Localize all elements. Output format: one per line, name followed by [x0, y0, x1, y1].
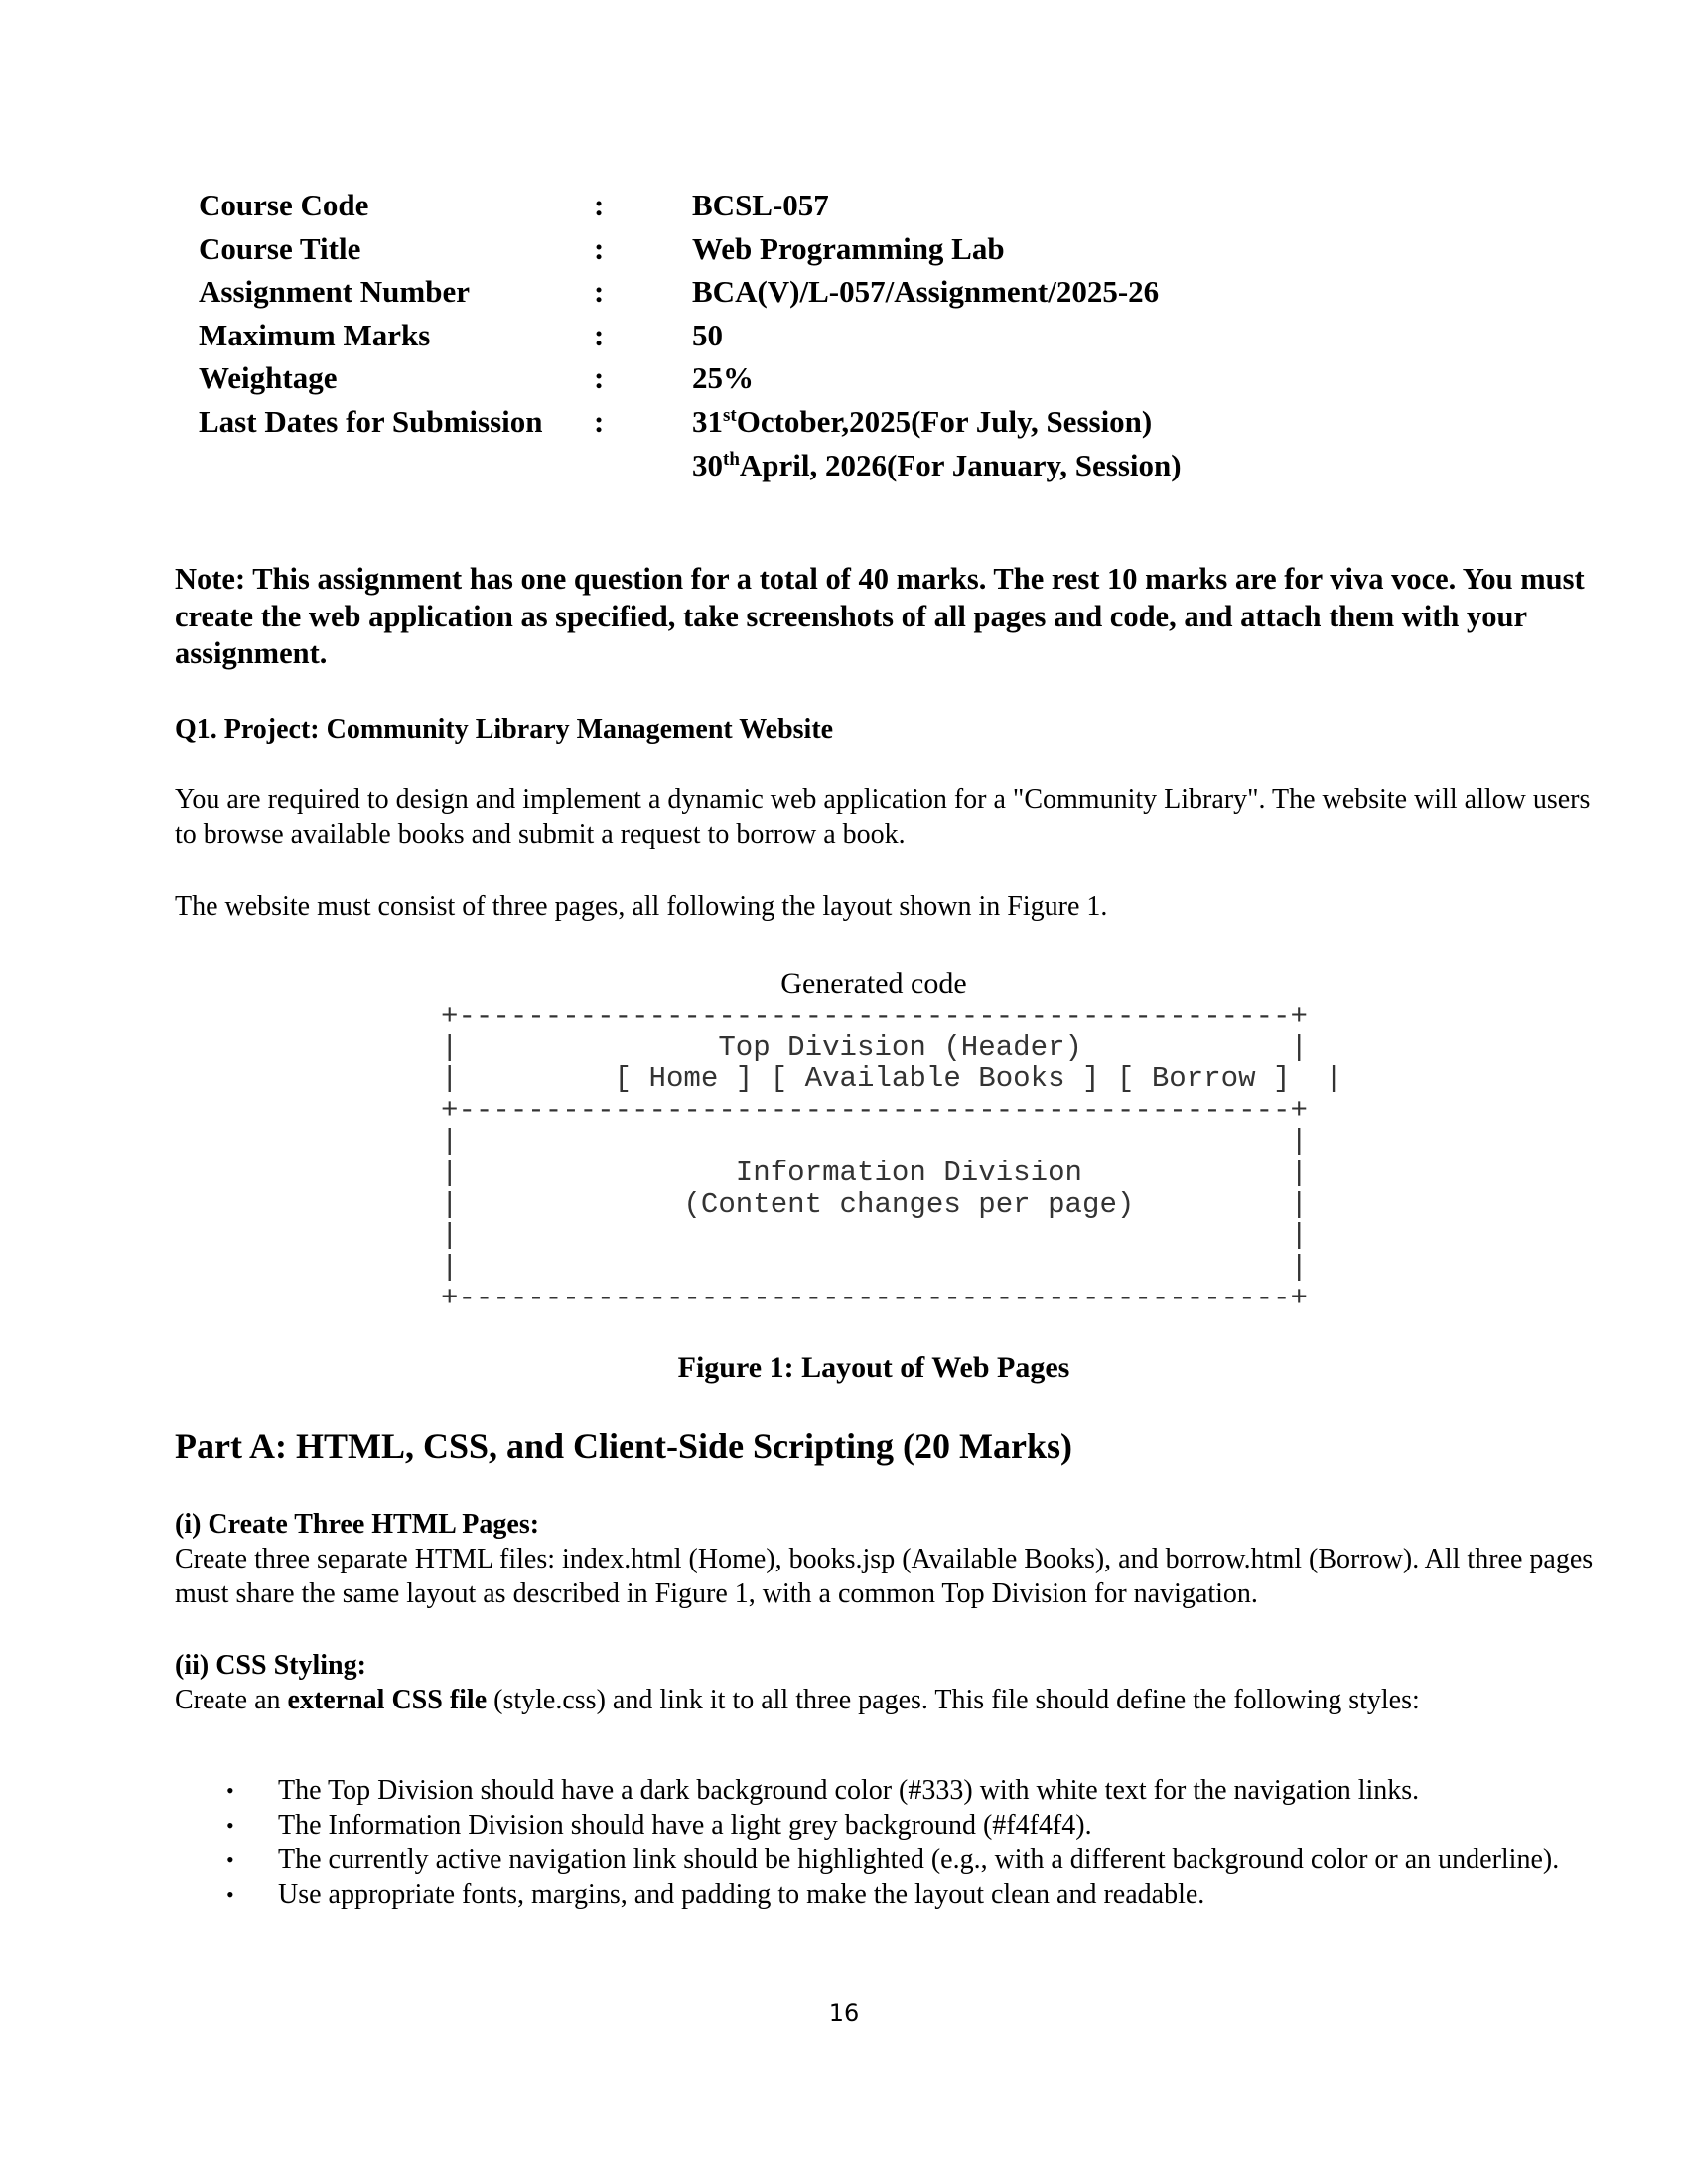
date-rest: October,2025(For July, Session) — [736, 404, 1153, 439]
layout-ascii-diagram: +------------------------------------------------+ | Top Division (Header) | | [ Home ] [ Available Books ] [ Borrow ] | +------------------------------------------------+ | | | Information Division | | (Content changes per page) | | | | | +------------------------------------------------+ — [441, 1000, 1342, 1315]
meta-colon: : — [594, 188, 605, 222]
meta-label: Weightage — [199, 360, 338, 395]
list-item-text: Use appropriate fonts, margins, and padding to make the layout clean and readable. — [278, 1879, 1205, 1910]
meta-colon: : — [594, 318, 605, 352]
assignment-note: Note: This assignment has one question for a total of 40 marks. The rest 10 marks are for viva voce. You must create the web application as specified, take screenshots of all pages and code, and attach them with your assignment. — [175, 562, 1585, 670]
section-i-title: (i) Create Three HTML Pages: — [175, 1509, 540, 1540]
part-a-heading: Part A: HTML, CSS, and Client-Side Scripting (20 Marks) — [175, 1427, 1073, 1466]
page-number: 16 — [828, 1999, 860, 2027]
section-ii-title: (ii) CSS Styling: — [175, 1650, 366, 1681]
bullet-icon: • — [226, 1847, 234, 1872]
list-item-text: The Information Division should have a light grey background (#f4f4f4). — [278, 1810, 1092, 1841]
meta-colon: : — [594, 231, 605, 266]
body-bold: external CSS file — [287, 1685, 488, 1715]
layout-sentence: The website must consist of three pages, all following the layout shown in Figure 1. — [175, 891, 1108, 922]
course-title-value: Web Programming Lab — [692, 231, 1005, 266]
submission-date-january — [692, 444, 1182, 487]
list-item-text: The Top Division should have a dark background color (#333) with white text for the navigation links. — [278, 1775, 1420, 1806]
meta-label: Maximum Marks — [199, 318, 431, 352]
date-suffix: st — [723, 405, 737, 426]
list-item — [175, 1877, 1595, 1912]
body-prefix: Create an — [175, 1685, 288, 1715]
meta-label: Assignment Number — [199, 274, 470, 309]
date-suffix: th — [723, 449, 740, 470]
meta-label: Last Dates for Submission — [199, 404, 543, 439]
css-requirements-list — [175, 1773, 1595, 1912]
meta-label: Course Title — [199, 231, 361, 266]
date-rest: April, 2026(For January, Session) — [739, 448, 1182, 482]
meta-colon: : — [594, 404, 605, 439]
submission-date-july — [692, 400, 1152, 444]
section-ii-body — [175, 1683, 1595, 1717]
weightage-value: 25% — [692, 360, 754, 395]
bullet-icon: • — [226, 1813, 234, 1838]
date-day: 30 — [692, 448, 723, 482]
list-item — [175, 1843, 1595, 1877]
body-suffix: (style.css) and link it to all three pages. This file should define the following styles: — [487, 1685, 1420, 1715]
question-intro: You are required to design and implement a dynamic web application for a "Community Library". The website will allow users to browse available books and submit a request to borrow a book. — [175, 784, 1591, 850]
bullet-icon: • — [226, 1882, 234, 1907]
list-item — [175, 1808, 1595, 1843]
meta-label: Course Code — [199, 188, 369, 222]
list-item-text: The currently active navigation link should be highlighted (e.g., with a different background color or an underline). — [278, 1844, 1560, 1875]
figure-caption: Figure 1: Layout of Web Pages — [677, 1351, 1070, 1384]
meta-colon: : — [594, 274, 605, 309]
list-item — [175, 1773, 1595, 1808]
bullet-icon: • — [226, 1778, 234, 1803]
course-code-value: BCSL-057 — [692, 188, 829, 222]
question-title: Q1. Project: Community Library Management Website — [175, 714, 834, 745]
meta-colon: : — [594, 360, 605, 395]
section-i-body: Create three separate HTML files: index.html (Home), books.jsp (Available Books), and borrow.html (Borrow). All three pages must share the same layout as described in Figure 1, with a common Top Division for navigation. — [175, 1544, 1594, 1609]
maximum-marks-value: 50 — [692, 318, 723, 352]
generated-code-label: Generated code — [780, 967, 967, 1000]
assignment-number-value: BCA(V)/L-057/Assignment/2025-26 — [692, 274, 1160, 309]
date-day: 31 — [692, 404, 723, 439]
